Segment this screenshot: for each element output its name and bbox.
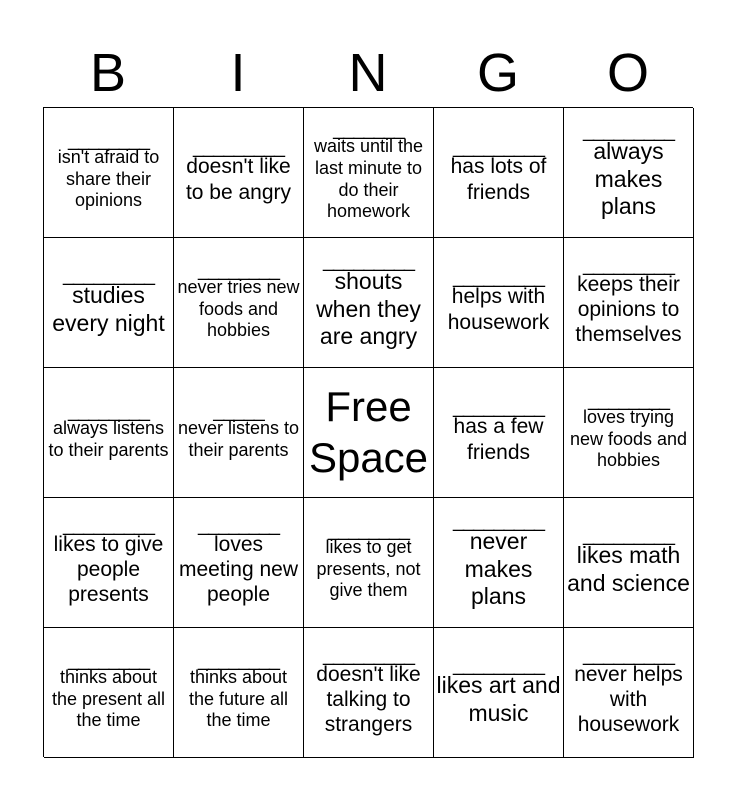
- name-blank-line: _________: [62, 513, 155, 536]
- name-blank-line: ________: [328, 519, 409, 542]
- header-letter-i: I: [230, 43, 246, 103]
- bingo-cell[interactable]: [564, 108, 694, 238]
- name-blank-line: ________: [68, 399, 149, 422]
- bingo-cell[interactable]: [434, 498, 564, 628]
- name-blank-line: _________: [582, 253, 675, 276]
- name-blank-line: _________: [452, 266, 545, 289]
- bingo-grid: [43, 107, 693, 757]
- cell-prompt-text: likes to get presents, not give them: [316, 537, 421, 601]
- bingo-cell[interactable]: [564, 628, 694, 758]
- bingo-cell[interactable]: [174, 498, 304, 628]
- bingo-cell[interactable]: [304, 628, 434, 758]
- cell-prompt-text: doesn't like talking to strangers: [316, 662, 421, 737]
- bingo-header: [43, 40, 693, 106]
- cell-prompt-text: studies every night: [52, 281, 165, 336]
- header-letter-n: N: [348, 43, 388, 103]
- name-blank-line: _________: [452, 510, 545, 533]
- cell-prompt-text: helps with housework: [447, 285, 550, 334]
- name-blank-line: _________: [192, 136, 285, 159]
- header-letter-b: B: [89, 43, 127, 103]
- name-blank-line: ________: [198, 513, 279, 536]
- bingo-cell[interactable]: [44, 498, 174, 628]
- cell-prompt-text: never makes plans: [464, 528, 533, 610]
- cell-prompt-text: doesn't like to be angry: [185, 155, 292, 204]
- bingo-cell[interactable]: [174, 368, 304, 498]
- header-letter-o: O: [606, 43, 649, 103]
- cell-prompt-text: never tries new foods and hobbies: [177, 277, 300, 341]
- cell-prompt-text: has lots of friends: [450, 155, 547, 204]
- name-blank-line: _________: [452, 653, 545, 676]
- name-blank-line: ________: [68, 129, 149, 152]
- name-blank-line: _________: [322, 643, 415, 666]
- cell-prompt-text: always makes plans: [593, 138, 664, 220]
- name-blank-line: _________: [62, 263, 155, 286]
- bingo-cell[interactable]: [44, 238, 174, 368]
- bingo-cell[interactable]: [44, 368, 174, 498]
- bingo-cell[interactable]: [434, 108, 564, 238]
- cell-prompt-text: likes to give people presents: [53, 532, 164, 607]
- bingo-cell[interactable]: [564, 498, 694, 628]
- bingo-cell[interactable]: [434, 628, 564, 758]
- name-blank-line: ________: [68, 649, 149, 672]
- cell-prompt-text: loves trying new foods and hobbies: [569, 407, 688, 471]
- free-space-label: Free Space: [308, 383, 429, 481]
- cell-prompt-text: likes art and music: [436, 671, 561, 726]
- free-space-cell[interactable]: [304, 368, 434, 498]
- cell-prompt-text: keeps their opinions to themselves: [575, 272, 682, 347]
- bingo-cell[interactable]: [44, 628, 174, 758]
- cell-prompt-text: shouts when they are angry: [316, 268, 421, 350]
- bingo-cell[interactable]: [564, 368, 694, 498]
- cell-prompt-text: thinks about the present all the time: [51, 667, 166, 731]
- name-blank-line: _____: [213, 399, 264, 422]
- name-blank-line: _________: [582, 120, 675, 143]
- bingo-cell[interactable]: [564, 238, 694, 368]
- bingo-cell[interactable]: [434, 238, 564, 368]
- name-blank-line: _________: [452, 136, 545, 159]
- cell-prompt-text: thinks about the future all the time: [188, 667, 289, 731]
- name-blank-line: ________: [198, 259, 279, 282]
- cell-prompt-text: never helps with housework: [574, 662, 683, 737]
- cell-prompt-text: likes math and science: [567, 541, 690, 596]
- cell-prompt-text: waits until the last minute to do their homework: [313, 136, 424, 222]
- bingo-cell[interactable]: [174, 628, 304, 758]
- header-letter-g: G: [476, 43, 519, 103]
- name-blank-line: _________: [582, 523, 675, 546]
- bingo-cell[interactable]: [44, 108, 174, 238]
- name-blank-line: _________: [452, 396, 545, 419]
- cell-prompt-text: isn't afraid to share their opinions: [57, 147, 160, 211]
- bingo-cell[interactable]: [304, 108, 434, 238]
- bingo-cell[interactable]: [304, 498, 434, 628]
- name-blank-line: ________: [198, 649, 279, 672]
- name-blank-line: _________: [582, 643, 675, 666]
- name-blank-line: _________: [322, 250, 415, 273]
- cell-prompt-text: loves meeting new people: [178, 532, 299, 607]
- cell-prompt-text: always listens to their parents: [48, 417, 169, 460]
- bingo-cell[interactable]: [174, 108, 304, 238]
- cell-prompt-text: has a few friends: [453, 415, 544, 464]
- name-blank-line: ________: [588, 389, 669, 412]
- bingo-cell[interactable]: [434, 368, 564, 498]
- bingo-cell[interactable]: [174, 238, 304, 368]
- bingo-cell[interactable]: [304, 238, 434, 368]
- cell-prompt-text: never listens to their parents: [177, 417, 300, 460]
- name-blank-line: _______: [333, 118, 404, 141]
